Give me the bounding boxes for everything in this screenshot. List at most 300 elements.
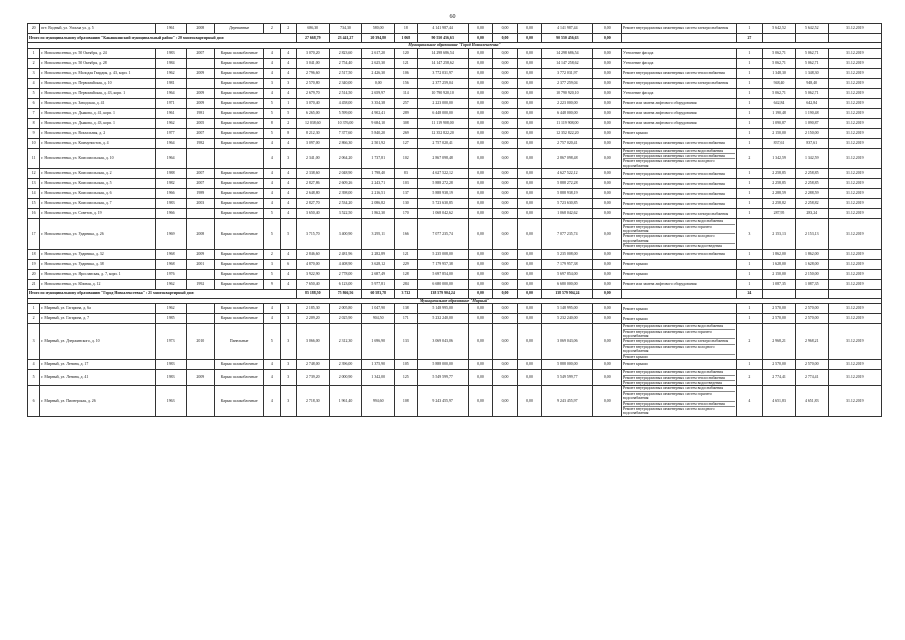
completion-date: 31.12.2019 — [828, 88, 881, 98]
local-share: 0,00 — [517, 314, 542, 324]
unit-cost: 2 570,00 — [763, 304, 796, 314]
area-total: 3 650,40 — [296, 209, 329, 219]
region-share: 0,00 — [493, 98, 518, 108]
area-living: 2 396,00 — [329, 360, 362, 370]
entrances: 4 — [280, 68, 296, 78]
repair-cost-total: 5 235 008,00 — [417, 249, 468, 259]
table-row — [28, 314, 882, 324]
house-address: г. Новоалексеевка, ул. Дьякова, д. 41, корп. 1 — [40, 108, 156, 118]
completion-date: 31.12.2019 — [828, 138, 881, 148]
area-total: 2 846,60 — [296, 249, 329, 259]
region-share: 0,00 — [493, 169, 518, 179]
table-row — [28, 199, 882, 209]
house-address: г. Мирный, ул. Ленина, д. 17 — [40, 360, 156, 370]
area-owned: 1 342,00 — [362, 370, 395, 386]
work-type-item: Ремонт внутридомовых инженерных систем водоотведения — [623, 244, 722, 249]
residents: 128 — [395, 269, 418, 279]
residents: 166 — [395, 219, 418, 249]
year-built: 1963 — [155, 386, 186, 416]
residents: 18 — [395, 24, 418, 34]
total-residents: 3 732 — [395, 289, 418, 298]
area-total: 3 070,40 — [296, 98, 329, 108]
area-total: 3 715,70 — [296, 219, 329, 249]
region-share: 0,00 — [493, 259, 518, 269]
region-share: 0,00 — [493, 199, 518, 209]
owners-share: 2 867 098,48 — [542, 148, 593, 169]
local-share: 0,00 — [517, 108, 542, 118]
region-share: 0,00 — [493, 304, 518, 314]
row-number: 6 — [28, 98, 40, 108]
work-types — [622, 304, 737, 314]
area-living: 2 064,20 — [329, 148, 362, 169]
entrances: 2 — [280, 118, 296, 128]
max-unit-cost: 1 190,48 — [795, 108, 828, 118]
year-built: 1977 — [155, 128, 186, 138]
year-built: 1962 — [155, 68, 186, 78]
unit-cost: 1 190,48 — [763, 108, 796, 118]
residents: 289 — [395, 108, 418, 118]
unit-cost: 2 774,41 — [763, 370, 796, 386]
completion-date: 31.12.2019 — [828, 249, 881, 259]
row-number: 8 — [28, 118, 40, 128]
section-title: Муниципальное образование "Город Новоалексеевка" — [28, 43, 882, 49]
area-owned: 5 977,81 — [362, 279, 395, 289]
owners-share: 5 697 854,00 — [542, 269, 593, 279]
completion-date: 31.12.2019 — [828, 209, 881, 219]
work-type-item: Ремонт внутридомовых инженерных систем водоснабжения — [623, 386, 735, 391]
entrances: 3 — [280, 78, 296, 88]
area-total: 686,30 — [296, 24, 329, 34]
row-number: 21 — [28, 279, 40, 289]
wall-material: Каркас шлакоблочные — [215, 370, 264, 386]
year-built: 1983 — [155, 370, 186, 386]
year-built: 1968 — [155, 259, 186, 269]
repair-cost-total: 3 069 043,06 — [417, 324, 468, 360]
wall-material: Каркас шлакоблочные — [215, 209, 264, 219]
area-owned: 1 798,40 — [362, 169, 395, 179]
area-total: 4 870,00 — [296, 259, 329, 269]
year-built: 1983 — [155, 48, 186, 58]
other-share: 0,00 — [593, 58, 622, 68]
house-address: г. Новоалексеевка, ул. Ярославская, д. 7, корп. 1 — [40, 269, 156, 279]
repair-cost-total: 9 243 455,97 — [417, 386, 468, 416]
area-living: 734,30 — [329, 24, 362, 34]
completion-date: 31.12.2019 — [828, 128, 881, 138]
other-share: 0,00 — [593, 259, 622, 269]
work-type-item: Ремонт внутридомовых инженерных систем водоснабжения — [623, 149, 735, 154]
floors: 9 — [264, 279, 280, 289]
row-number: 5 — [28, 370, 40, 386]
work-types — [622, 249, 737, 259]
wall-material: Каркас шлакоблочные — [215, 249, 264, 259]
work-type-item: Утепление фасада — [623, 90, 654, 95]
max-unit-cost: 2 570,00 — [795, 304, 828, 314]
row-number: 4 — [28, 78, 40, 88]
total-blank — [828, 34, 881, 43]
area-owned: 9 684,10 — [362, 118, 395, 128]
completion-date: 31.12.2019 — [828, 118, 881, 128]
year-last-repair: 2009 — [186, 249, 215, 259]
work-count: 1 — [736, 88, 763, 98]
region-share: 0,00 — [493, 324, 518, 360]
table-row — [28, 219, 882, 249]
wall-material: Деревянные — [215, 24, 264, 34]
work-count: 1 — [736, 249, 763, 259]
other-share: 0,00 — [593, 370, 622, 386]
local-share: 0,00 — [517, 169, 542, 179]
house-address: пгт. Водный, ул. Уисьма ул. д. 5 — [40, 24, 156, 34]
year-built: 1982 — [155, 179, 186, 189]
wall-material: Каркас шлакоблочные — [215, 169, 264, 179]
unit-cost: 948,40 — [763, 78, 796, 88]
owners-share: 1 068 042,62 — [542, 209, 593, 219]
fund-share: 0,00 — [468, 88, 493, 98]
row-number: 6 — [28, 386, 40, 416]
year-built: 1976 — [155, 269, 186, 279]
fund-share: 0,00 — [468, 259, 493, 269]
fund-share: 0,00 — [468, 58, 493, 68]
max-unit-cost: 2 570,00 — [795, 314, 828, 324]
completion-date: 31.12.2019 — [828, 108, 881, 118]
table-row — [28, 189, 882, 199]
other-share: 0,00 — [593, 249, 622, 259]
wall-material: Каркас шлакоблочные — [215, 48, 264, 58]
fund-share: 0,00 — [468, 279, 493, 289]
year-built: 1966 — [155, 209, 186, 219]
repair-cost-total: 6 680 000,00 — [417, 279, 468, 289]
work-count: 1 — [736, 128, 763, 138]
work-count: 4 — [736, 386, 763, 416]
row-number: 5 — [28, 88, 40, 98]
work-types — [622, 386, 737, 416]
owners-share: 9 243 455,97 — [542, 386, 593, 416]
max-unit-cost: 5 062,71 — [795, 48, 828, 58]
floors: 4 — [264, 179, 280, 189]
repair-cost-total: 2 757 020,41 — [417, 138, 468, 148]
area-owned: 2 687,49 — [362, 269, 395, 279]
fund-share: 0,00 — [468, 148, 493, 169]
completion-date: 31.12.2019 — [828, 98, 881, 108]
area-total: 2 338,60 — [296, 169, 329, 179]
total-other: 0,00 — [593, 34, 622, 43]
work-type-item: Ремонт внутридомовых инженерных систем теплоснабжения — [623, 201, 725, 206]
region-share: 0,00 — [493, 128, 518, 138]
table-row — [28, 98, 882, 108]
owners-share: 6 680 000,00 — [542, 279, 593, 289]
wall-material: Каркас шлакоблочные — [215, 118, 264, 128]
floors: 4 — [264, 189, 280, 199]
work-type-item: Ремонт внутридомовых инженерных систем водоотведения — [623, 380, 722, 385]
work-types — [622, 68, 737, 78]
table-row — [28, 48, 882, 58]
area-owned: 2 625,30 — [362, 58, 395, 68]
wall-material: Каркас шлакоблочные — [215, 269, 264, 279]
entrances: 4 — [280, 48, 296, 58]
year-built: 1984 — [155, 58, 186, 68]
entrances: 5 — [280, 219, 296, 249]
work-count: 1 — [736, 58, 763, 68]
completion-date: 31.12.2019 — [828, 148, 881, 169]
local-share: 0,00 — [517, 269, 542, 279]
total-area-total: 27 668,79 — [296, 34, 329, 43]
owners-share: 3 069 043,06 — [542, 324, 593, 360]
area-living: 2 048,90 — [329, 169, 362, 179]
work-count: 3 — [736, 219, 763, 249]
max-unit-cost: 1 628,00 — [795, 259, 828, 269]
work-type-item: Ремонт внутридомовых инженерных систем водоснабжения — [623, 324, 735, 329]
area-living: 2 778,00 — [329, 269, 362, 279]
house-address: г. Новоалексеевка, ул. Ударника, д. 38 — [40, 259, 156, 269]
work-type-item: Ремонт внутридомовых инженерных систем холодного водоснабжения — [623, 234, 735, 244]
year-last-repair: 2001 — [186, 259, 215, 269]
table-row — [28, 128, 882, 138]
floors: 4 — [264, 314, 280, 324]
year-last-repair — [186, 78, 215, 88]
row-number: 17 — [28, 219, 40, 249]
entrances: 2 — [280, 24, 296, 34]
max-unit-cost: 283,24 — [795, 209, 828, 219]
year-built: 1969 — [155, 219, 186, 249]
row-number: 11 — [28, 148, 40, 169]
residents: 125 — [395, 370, 418, 386]
fund-share: 0,00 — [468, 48, 493, 58]
area-total: 2 679,70 — [296, 88, 329, 98]
owners-share: 6 448 000,00 — [542, 108, 593, 118]
local-share: 0,00 — [517, 189, 542, 199]
repair-cost-total: 2 223 000,00 — [417, 98, 468, 108]
floors: 5 — [264, 219, 280, 249]
work-types — [622, 108, 737, 118]
total-row — [28, 34, 882, 43]
area-total: 2 748,00 — [296, 360, 329, 370]
work-types — [622, 314, 737, 324]
area-owned: 2 659,97 — [362, 88, 395, 98]
unit-cost: 2 258,82 — [763, 199, 796, 209]
total-region: 0,00 — [493, 34, 518, 43]
entrances: 4 — [280, 58, 296, 68]
area-owned: 5 840,20 — [362, 128, 395, 138]
residents: 229 — [395, 259, 418, 269]
total-row — [28, 289, 882, 298]
work-types — [622, 138, 737, 148]
work-count: 1 — [736, 209, 763, 219]
floors: 2 — [264, 24, 280, 34]
fund-share: 0,00 — [468, 169, 493, 179]
year-last-repair: 2010 — [186, 324, 215, 360]
area-owned: 2 216,51 — [362, 189, 395, 199]
unit-cost: 2 150,00 — [763, 128, 796, 138]
work-count: 2 — [736, 324, 763, 360]
region-share: 0,00 — [493, 118, 518, 128]
area-total: 8 212,30 — [296, 128, 329, 138]
residents: 284 — [395, 279, 418, 289]
work-type-item: Ремонт крыши — [623, 362, 648, 367]
table-row — [28, 58, 882, 68]
region-share: 0,00 — [493, 48, 518, 58]
floors: 4 — [264, 169, 280, 179]
floors: 5 — [264, 209, 280, 219]
area-living: 2 609,26 — [329, 179, 362, 189]
local-share: 0,00 — [517, 88, 542, 98]
local-share: 0,00 — [517, 219, 542, 249]
completion-date: 31.12.2019 — [828, 48, 881, 58]
year-last-repair: 2005 — [186, 118, 215, 128]
area-total: 2 185,30 — [296, 304, 329, 314]
completion-date: 31.12.2019 — [828, 179, 881, 189]
repair-cost-total: 5 888 272,28 — [417, 179, 468, 189]
house-address: г. Мирный, ул. Дзержинского, д. 10 — [40, 324, 156, 360]
table-body — [28, 24, 882, 417]
work-count: 1 — [736, 48, 763, 58]
wall-material: Каркас шлакоблочные — [215, 259, 264, 269]
residents: 121 — [395, 58, 418, 68]
other-share: 0,00 — [593, 108, 622, 118]
work-types — [622, 48, 737, 58]
wall-material: Каркас шлакоблочные — [215, 360, 264, 370]
local-share: 0,00 — [517, 279, 542, 289]
completion-date: 31.12.2019 — [828, 169, 881, 179]
wall-material: Каркас шлакоблочные — [215, 199, 264, 209]
unit-cost: 2 153,13 — [763, 219, 796, 249]
total-work-count: 24 — [736, 289, 763, 298]
house-address: г. Новоалексеевка, ул. Первомайская, д. 10 — [40, 78, 156, 88]
wall-material: Панельные — [215, 324, 264, 360]
total-blank — [763, 289, 796, 298]
wall-material: Каркас шлакоблочные — [215, 98, 264, 108]
other-share: 0,00 — [593, 219, 622, 249]
total-blank — [795, 34, 828, 43]
region-share: 0,00 — [493, 138, 518, 148]
owners-share: 11 119 908,00 — [542, 118, 593, 128]
other-share: 0,00 — [593, 24, 622, 34]
repair-cost-total: 10 790 920,10 — [417, 88, 468, 98]
residents: 121 — [395, 249, 418, 259]
work-type-item: Ремонт или замена лифтового оборудования — [623, 100, 697, 105]
year-last-repair — [186, 209, 215, 219]
local-share: 0,00 — [517, 118, 542, 128]
max-unit-cost: 2 968,21 — [795, 324, 828, 360]
floors: 4 — [264, 370, 280, 386]
residents: 137 — [395, 189, 418, 199]
floors: 4 — [264, 88, 280, 98]
repair-cost-total: 2 867 098,48 — [417, 148, 468, 169]
year-last-repair: 1989 — [186, 189, 215, 199]
entrances: 5 — [280, 108, 296, 118]
other-share: 0,00 — [593, 360, 622, 370]
owners-share: 14 147 258,62 — [542, 58, 593, 68]
year-last-repair: 2009 — [186, 98, 215, 108]
year-last-repair: 1981 — [186, 108, 215, 118]
fund-share: 0,00 — [468, 98, 493, 108]
row-number: 12 — [28, 169, 40, 179]
year-last-repair: 2008 — [186, 219, 215, 249]
fund-share: 0,00 — [468, 78, 493, 88]
other-share: 0,00 — [593, 269, 622, 279]
completion-date: 31.12.2019 — [828, 314, 881, 324]
work-types — [622, 58, 737, 68]
local-share: 0,00 — [517, 138, 542, 148]
area-total: 3 066,00 — [296, 324, 329, 360]
residents: 83 — [395, 169, 418, 179]
work-type-item: Ремонт внутридомовых инженерных систем теплоснабжения — [623, 181, 725, 186]
entrances: 6 — [280, 259, 296, 269]
work-types — [622, 189, 737, 199]
completion-date: 31.12.2019 — [828, 370, 881, 386]
unit-cost: 287,95 — [763, 209, 796, 219]
residents: 114 — [395, 88, 418, 98]
section-title: Муниципальное образование "Мирный" — [28, 298, 882, 304]
fund-share: 0,00 — [468, 249, 493, 259]
area-owned: 580,00 — [362, 24, 395, 34]
house-address: г. Мирный, ул. Гагарина, д. 6а — [40, 304, 156, 314]
entrances: 4 — [280, 169, 296, 179]
work-types — [622, 219, 737, 249]
entrances: 4 — [280, 249, 296, 259]
work-count: 1 — [736, 68, 763, 78]
owners-share: 4 141 987,44 — [542, 24, 593, 34]
area-living: 5 599,00 — [329, 108, 362, 118]
unit-cost: 1 090,87 — [763, 118, 796, 128]
region-share: 0,00 — [493, 179, 518, 189]
completion-date: 31.12.2019 — [828, 219, 881, 249]
work-type-item: Ремонт крыши — [623, 130, 648, 135]
work-count: 1 — [736, 259, 763, 269]
work-type-item: Ремонт или замена лифтового оборудования — [623, 281, 697, 286]
row-number: 9 — [28, 128, 40, 138]
repair-cost-total: 5 888 938,19 — [417, 189, 468, 199]
region-share: 0,00 — [493, 88, 518, 98]
work-type-item: Ремонт крыши — [623, 306, 648, 311]
work-types — [622, 259, 737, 269]
area-living: 2 514,50 — [329, 88, 362, 98]
owners-share: 5 235 008,00 — [542, 249, 593, 259]
total-local: 0,00 — [517, 289, 542, 298]
other-share: 0,00 — [593, 78, 622, 88]
region-share: 0,00 — [493, 370, 518, 386]
wall-material: Каркас шлакоблочные — [215, 88, 264, 98]
row-number: 3 — [28, 324, 40, 360]
unit-cost: 5 062,71 — [763, 88, 796, 98]
area-living: 3 400,90 — [329, 219, 362, 249]
area-total: 6 265,00 — [296, 108, 329, 118]
area-total: 2 796,60 — [296, 68, 329, 78]
table-row — [28, 269, 882, 279]
owners-share: 2 757 020,41 — [542, 138, 593, 148]
floors: 4 — [264, 48, 280, 58]
year-last-repair: 2007 — [186, 169, 215, 179]
region-share: 0,00 — [493, 249, 518, 259]
total-fund: 0,00 — [468, 289, 493, 298]
wall-material: Каркас шлакоблочные — [215, 68, 264, 78]
area-total: 2 827,70 — [296, 199, 329, 209]
local-share: 0,00 — [517, 360, 542, 370]
unit-cost: 2 570,00 — [763, 360, 796, 370]
fund-share: 0,00 — [468, 118, 493, 128]
area-owned: 3 295,11 — [362, 219, 395, 249]
area-living: 2 000,90 — [329, 370, 362, 386]
work-type-item: Ремонт внутридомовых инженерных систем холодного водоснабжения — [623, 345, 735, 355]
work-types — [622, 118, 737, 128]
max-unit-cost: 5 062,71 — [795, 58, 828, 68]
residents: 103 — [395, 179, 418, 189]
local-share: 0,00 — [517, 209, 542, 219]
area-owned: 1 862,30 — [362, 209, 395, 219]
fund-share: 0,00 — [468, 68, 493, 78]
local-share: 0,00 — [517, 98, 542, 108]
residents: 133 — [395, 324, 418, 360]
local-share: 0,00 — [517, 179, 542, 189]
wall-material: Каркас шлакоблочные — [215, 58, 264, 68]
